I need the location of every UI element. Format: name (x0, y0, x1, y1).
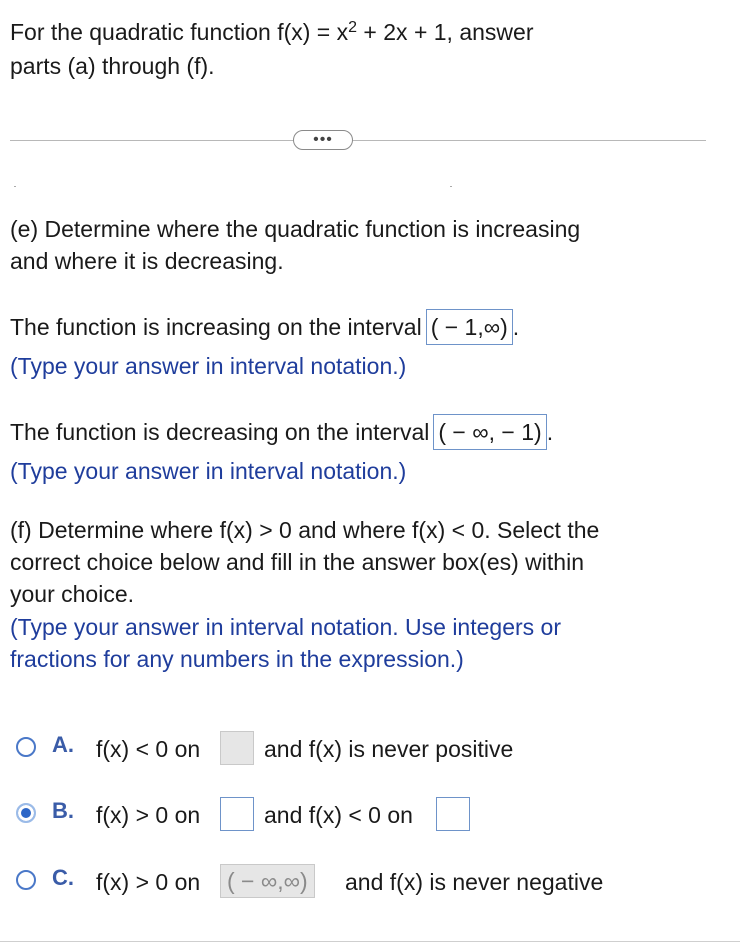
show-more-button[interactable]: ••• (293, 130, 353, 150)
decreasing-label: The function is decreasing on the interval (10, 419, 430, 445)
choice-b-answer-box-negative[interactable] (436, 797, 470, 831)
period: . (546, 419, 554, 445)
cut-off-mark (14, 186, 16, 187)
decreasing-row (10, 414, 553, 450)
choice-b-radio[interactable] (16, 803, 36, 823)
choice-c-text1: f(x) > 0 on (96, 869, 201, 895)
part-f-hint-line1: (Type your answer in interval notation. Use integers or (10, 614, 561, 640)
choice-b-answer-box-positive[interactable] (220, 797, 254, 831)
increasing-hint: (Type your answer in interval notation.) (10, 353, 407, 379)
increasing-answer-box[interactable]: ( − 1,∞) (426, 309, 513, 345)
part-e-prompt-line2: and where it is decreasing. (10, 248, 284, 274)
decreasing-answer-box[interactable]: ( − ∞, − 1) (433, 414, 546, 450)
question-line1-suffix: + 2x + 1, answer (357, 19, 534, 45)
decreasing-hint: (Type your answer in interval notation.) (10, 458, 407, 484)
exponent: 2 (348, 19, 358, 36)
choice-b-text1: f(x) > 0 on (96, 802, 201, 828)
increasing-label: The function is increasing on the interval (10, 314, 422, 340)
part-f-prompt-line2: correct choice below and fill in the answer box(es) within (10, 549, 584, 575)
choice-c-answer-box[interactable]: ( − ∞,∞) (220, 864, 315, 898)
choice-c-text2: and f(x) is never negative (345, 869, 604, 895)
choice-c-letter: C. (52, 865, 74, 890)
choice-b-text2: and f(x) < 0 on (264, 802, 413, 828)
choice-a-answer-box[interactable] (220, 731, 254, 765)
choice-a-radio[interactable] (16, 737, 36, 757)
section-divider (10, 140, 706, 141)
part-f-prompt-line1: (f) Determine where f(x) > 0 and where f(x) < 0. Select the (10, 517, 600, 543)
part-e-prompt-line1: (e) Determine where the quadratic function is increasing (10, 216, 581, 242)
choice-b-letter: B. (52, 798, 74, 823)
question-line2: parts (a) through (f). (10, 53, 215, 79)
choice-a-text2: and f(x) is never positive (264, 736, 514, 762)
bottom-divider (0, 941, 740, 942)
choice-a-text1: f(x) < 0 on (96, 736, 201, 762)
choice-c-radio[interactable] (16, 870, 36, 890)
question-text (10, 16, 533, 48)
part-f-hint-line2: fractions for any numbers in the expression.) (10, 646, 464, 672)
question-line1-prefix: For the quadratic function f(x) = x (10, 19, 349, 45)
choice-a-letter: A. (52, 732, 74, 757)
increasing-row (10, 309, 519, 345)
cut-off-mark (450, 186, 452, 187)
part-f-prompt-line3: your choice. (10, 581, 135, 607)
period: . (512, 314, 520, 340)
